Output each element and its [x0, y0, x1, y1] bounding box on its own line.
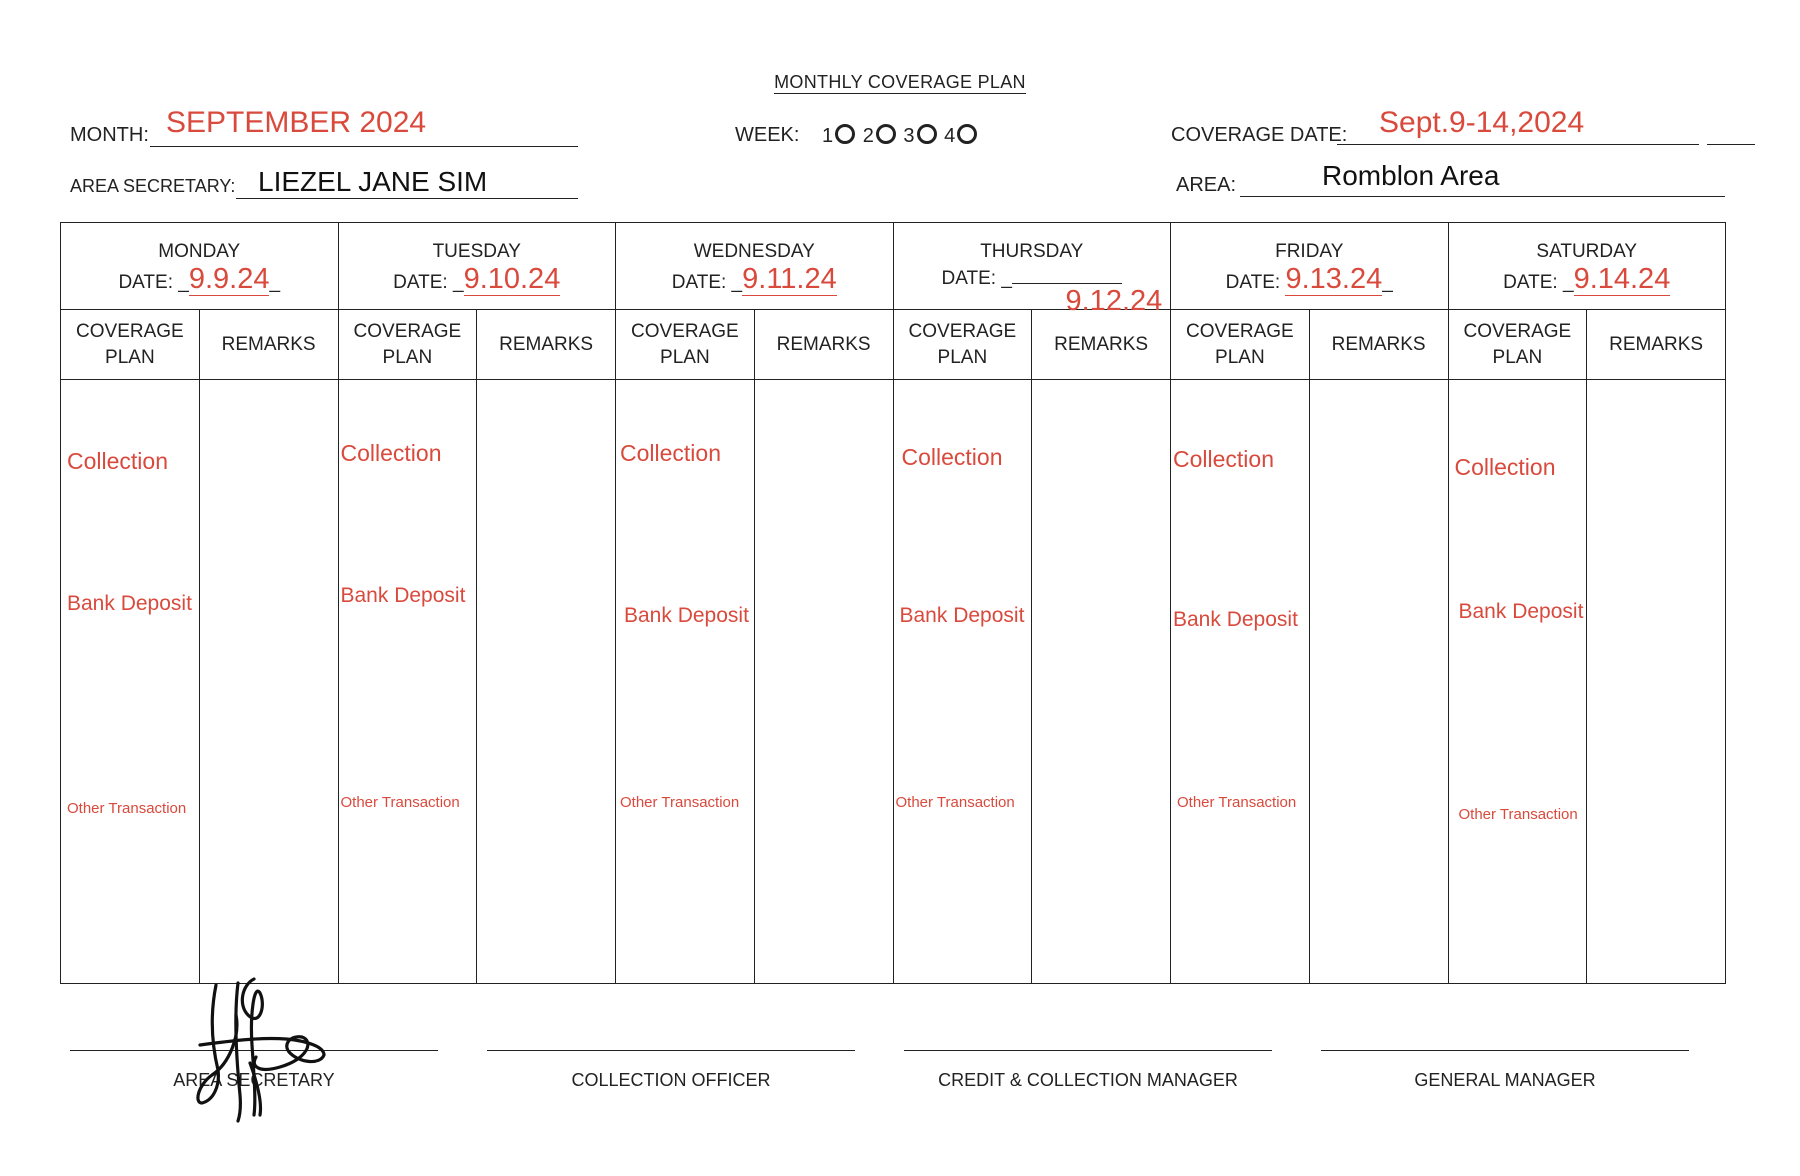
- remarks-header: REMARKS: [1032, 310, 1171, 380]
- signature-line-collection-officer[interactable]: [487, 1050, 855, 1051]
- form-title: MONTHLY COVERAGE PLAN: [774, 72, 1026, 92]
- date-value-thursday: 9.12.24: [1065, 285, 1163, 317]
- entry-collection: Collection: [901, 444, 1003, 470]
- coverage-cell-saturday[interactable]: [1448, 380, 1587, 984]
- day-header-monday: MONDAY DATE: _9.9.24_: [61, 223, 339, 310]
- week-option-3-label: 3: [903, 125, 915, 147]
- coverage-cell-thursday[interactable]: [893, 380, 1032, 984]
- area-field[interactable]: [1240, 160, 1725, 197]
- entry-other-transaction: Other Transaction: [895, 794, 1015, 811]
- remarks-header: REMARKS: [199, 310, 338, 380]
- entry-other-transaction: Other Transaction: [67, 800, 187, 817]
- date-value-saturday[interactable]: 9.14.24: [1573, 263, 1671, 295]
- coverage-date-label: COVERAGE DATE:: [1171, 124, 1348, 146]
- entry-collection: Collection: [1173, 446, 1274, 472]
- date-value-monday[interactable]: 9.9.24: [188, 263, 270, 295]
- entry-collection: Collection: [620, 440, 721, 466]
- day-name: SATURDAY: [1536, 241, 1638, 262]
- week-option-1-label: 1: [822, 125, 834, 147]
- day-name: THURSDAY: [980, 241, 1084, 262]
- coverage-cell-wednesday[interactable]: [616, 380, 755, 984]
- week-option-3-radio[interactable]: [917, 124, 937, 144]
- coverage-cell-tuesday[interactable]: [338, 380, 477, 984]
- signature-line-general-manager[interactable]: [1321, 1050, 1689, 1051]
- coverage-plan-header: COVERAGE PLAN: [893, 310, 1032, 380]
- remarks-cell-wednesday[interactable]: [754, 380, 893, 984]
- remarks-cell-monday[interactable]: [199, 380, 338, 984]
- week-options: [822, 124, 979, 148]
- signature-label-area-secretary: AREA SECRETARY: [173, 1070, 335, 1090]
- coverage-plan-header: COVERAGE PLAN: [61, 310, 200, 380]
- entry-other-transaction: Other Transaction: [620, 794, 740, 811]
- entry-other-transaction: Other Transaction: [1177, 794, 1297, 811]
- day-name: WEDNESDAY: [693, 241, 815, 262]
- entry-bank-deposit: Bank Deposit: [899, 604, 1025, 627]
- coverage-date-field[interactable]: [1337, 104, 1699, 145]
- signature-line-credit-manager[interactable]: [904, 1050, 1272, 1051]
- sub-header-row: [61, 310, 1726, 380]
- remarks-header: REMARKS: [477, 310, 616, 380]
- remarks-cell-tuesday[interactable]: [477, 380, 616, 984]
- date-label: DATE:: [1225, 272, 1281, 293]
- area-secretary-field[interactable]: [236, 164, 578, 199]
- entry-bank-deposit: Bank Deposit: [67, 592, 192, 615]
- area-label: AREA:: [1176, 174, 1237, 196]
- day-header-friday: FRIDAY DATE: 9.13.24_: [1171, 223, 1449, 310]
- entry-bank-deposit: Bank Deposit: [1458, 600, 1584, 623]
- handwritten-signature: [190, 975, 340, 1125]
- week-option-4-label: 4: [944, 125, 956, 147]
- month-value: SEPTEMBER 2024: [166, 106, 427, 139]
- area-value: Romblon Area: [1322, 160, 1500, 191]
- entry-bank-deposit: Bank Deposit: [340, 584, 466, 607]
- entry-collection: Collection: [340, 440, 442, 466]
- thursday-date-line[interactable]: [1012, 265, 1122, 284]
- date-label: DATE:: [393, 272, 448, 293]
- week-option-4-radio[interactable]: [957, 124, 977, 144]
- day-name: FRIDAY: [1275, 241, 1344, 262]
- area-secretary-label: AREA SECRETARY:: [70, 176, 236, 196]
- coverage-plan-header: COVERAGE PLAN: [338, 310, 477, 380]
- month-field[interactable]: [150, 104, 578, 147]
- remarks-cell-friday[interactable]: [1309, 380, 1448, 984]
- day-header-saturday: SATURDAY DATE: _9.14.24: [1448, 223, 1726, 310]
- remarks-cell-saturday[interactable]: [1587, 380, 1726, 984]
- week-option-2-radio[interactable]: [876, 124, 896, 144]
- date-label: DATE:: [941, 268, 997, 289]
- coverage-cell-monday[interactable]: [61, 380, 200, 984]
- coverage-plan-header: COVERAGE PLAN: [616, 310, 755, 380]
- date-label: DATE:: [1503, 272, 1558, 293]
- entry-collection: Collection: [1454, 454, 1556, 480]
- week-label: WEEK:: [735, 124, 800, 146]
- date-value-wednesday[interactable]: 9.11.24: [742, 263, 837, 295]
- remarks-header: REMARKS: [1309, 310, 1448, 380]
- coverage-plan-header: COVERAGE PLAN: [1171, 310, 1310, 380]
- date-value-tuesday[interactable]: 9.10.24: [463, 263, 561, 295]
- remarks-cell-thursday[interactable]: [1032, 380, 1171, 984]
- day-name: TUESDAY: [432, 241, 521, 262]
- week-option-1-radio[interactable]: [835, 124, 855, 144]
- coverage-table: [60, 222, 1726, 984]
- entry-other-transaction: Other Transaction: [1458, 806, 1578, 823]
- date-label: DATE:: [671, 272, 727, 293]
- day-name: MONDAY: [158, 241, 241, 262]
- coverage-cell-friday[interactable]: [1171, 380, 1310, 984]
- coverage-date-extra-line: [1707, 104, 1755, 145]
- remarks-header: REMARKS: [1587, 310, 1726, 380]
- entry-bank-deposit: Bank Deposit: [624, 604, 749, 627]
- coverage-date-value: Sept.9-14,2024: [1379, 106, 1585, 139]
- signature-label-collection-officer: COLLECTION OFFICER: [571, 1070, 771, 1090]
- day-header-row: [61, 223, 1726, 310]
- day-header-wednesday: WEDNESDAY DATE: _9.11.24: [616, 223, 894, 310]
- week-option-2-label: 2: [862, 125, 874, 147]
- remarks-header: REMARKS: [754, 310, 893, 380]
- area-secretary-value: LIEZEL JANE SIM: [258, 166, 488, 197]
- coverage-plan-header: COVERAGE PLAN: [1448, 310, 1587, 380]
- plan-body-row: [61, 380, 1726, 984]
- month-label: MONTH:: [70, 124, 149, 146]
- entry-bank-deposit: Bank Deposit: [1173, 608, 1298, 631]
- date-value-friday[interactable]: 9.13.24: [1285, 263, 1383, 295]
- day-header-tuesday: TUESDAY DATE: _9.10.24: [338, 223, 616, 310]
- entry-collection: Collection: [67, 448, 168, 474]
- day-header-thursday: THURSDAY DATE: _ 9.12.24: [893, 223, 1171, 310]
- signature-label-general-manager: GENERAL MANAGER: [1414, 1070, 1596, 1090]
- signature-label-credit-manager: CREDIT & COLLECTION MANAGER: [938, 1070, 1238, 1090]
- entry-other-transaction: Other Transaction: [340, 794, 460, 811]
- date-label: DATE:: [118, 272, 173, 293]
